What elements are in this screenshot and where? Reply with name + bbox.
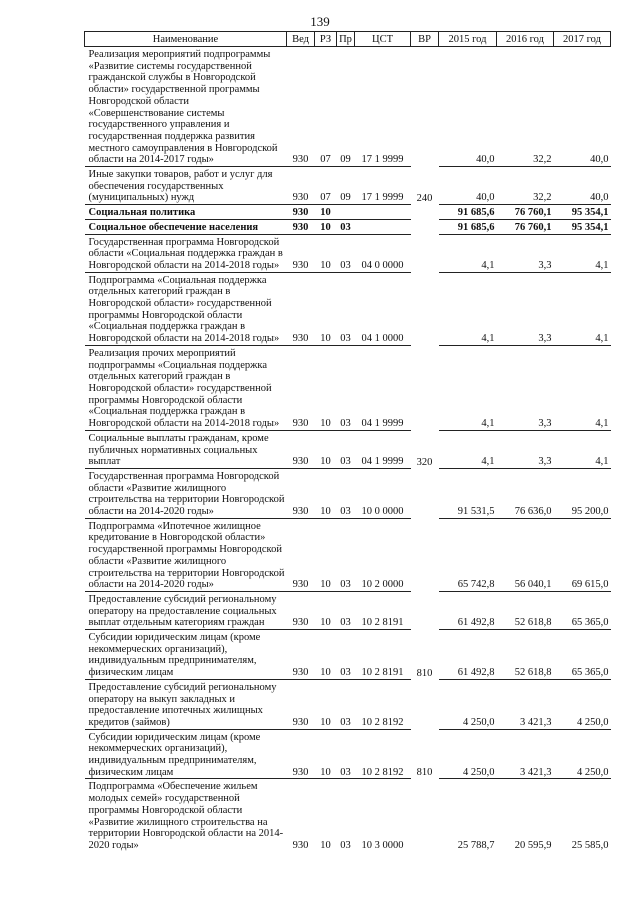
row-pr: 09 bbox=[340, 154, 351, 166]
table-row bbox=[85, 272, 611, 345]
row-ved: 930 bbox=[287, 518, 315, 591]
row-pr: 03 bbox=[337, 779, 355, 852]
row-pr: 03 bbox=[337, 729, 355, 779]
row-value-2015: 40,0 bbox=[476, 154, 495, 166]
row-ved: 930 bbox=[287, 345, 315, 430]
row-value-2015: 4 250,0 bbox=[439, 729, 497, 779]
row-value-2017: 69 615,0 bbox=[554, 518, 611, 591]
row-pr: 03 bbox=[337, 430, 355, 468]
row-value-2017: 65 365,0 bbox=[554, 630, 611, 680]
row-cst: 10 2 8191 bbox=[355, 630, 411, 680]
row-pr: 09 bbox=[337, 167, 355, 205]
row-rz: 10 bbox=[315, 518, 337, 591]
table-row bbox=[85, 47, 611, 167]
row-vr bbox=[411, 518, 439, 591]
table-row bbox=[85, 430, 611, 468]
row-value-2016: 76 760,1 bbox=[497, 205, 554, 220]
row-value-2016: 3,3 bbox=[497, 430, 554, 468]
row-name: Социальная политика bbox=[85, 205, 287, 220]
row-cst bbox=[355, 219, 411, 234]
row-ved: 930 bbox=[287, 219, 315, 234]
header-2015: 2015 год bbox=[439, 32, 497, 47]
row-value-2015: 25 788,7 bbox=[439, 779, 497, 852]
row-cst: 10 2 0000 bbox=[355, 518, 411, 591]
row-value-2016: 3,3 bbox=[497, 345, 554, 430]
table-row bbox=[85, 679, 611, 729]
row-cst: 10 0 0000 bbox=[355, 468, 411, 518]
row-ved: 930 bbox=[287, 234, 315, 272]
table-row bbox=[85, 345, 611, 430]
row-value-2017: 40,0 bbox=[590, 154, 609, 166]
row-name: Предоставление субсидий региональному оператору на выкуп закладных и предоставление ипотечных жилищных кредитов (займов) bbox=[85, 679, 287, 729]
row-vr bbox=[411, 345, 439, 430]
row-value-2016: 52 618,8 bbox=[497, 630, 554, 680]
row-value-2015: 61 492,8 bbox=[439, 591, 497, 629]
row-ved: 930 bbox=[287, 630, 315, 680]
table-row bbox=[85, 234, 611, 272]
row-value-2015: 4 250,0 bbox=[439, 679, 497, 729]
row-name: Социальное обеспечение населения bbox=[85, 219, 287, 234]
row-cst: 10 2 8192 bbox=[355, 729, 411, 779]
row-pr: 03 bbox=[337, 591, 355, 629]
table-row bbox=[85, 167, 611, 205]
row-pr: 03 bbox=[337, 219, 355, 234]
row-vr bbox=[411, 468, 439, 518]
row-vr bbox=[411, 47, 439, 167]
row-cst: 04 1 9999 bbox=[355, 345, 411, 430]
row-rz: 07 bbox=[320, 154, 331, 166]
header-ved: Вед bbox=[287, 32, 315, 47]
row-vr: 810 bbox=[416, 767, 433, 779]
table-row bbox=[85, 468, 611, 518]
row-rz: 10 bbox=[315, 679, 337, 729]
row-name: Социальные выплаты гражданам, кроме публичных нормативных социальных выплат bbox=[85, 430, 287, 468]
row-rz: 10 bbox=[315, 468, 337, 518]
row-name: Государственная программа Новгородской области «Развитие жилищного строительства на территории Новгородской области на 2014-2020 годы» bbox=[85, 468, 287, 518]
row-value-2015: 91 685,6 bbox=[439, 205, 497, 220]
row-value-2017: 95 200,0 bbox=[554, 468, 611, 518]
row-ved: 930 bbox=[287, 468, 315, 518]
row-value-2017: 4,1 bbox=[554, 272, 611, 345]
table-row bbox=[85, 779, 611, 852]
row-value-2015: 91 685,6 bbox=[439, 219, 497, 234]
row-ved: 930 bbox=[287, 779, 315, 852]
row-value-2015: 4,1 bbox=[439, 430, 497, 468]
row-cst: 17 1 9999 bbox=[361, 154, 404, 166]
row-value-2017: 4,1 bbox=[554, 345, 611, 430]
row-name: Реализация мероприятий подпрограммы «Развитие системы государственной гражданской службы в Новгородской области» государственной программы Новгородской области «Совершенствование системы государственного управления и государственная поддержка развития местного самоуправления в Новгородской области на 2014-2017 годы» bbox=[88, 49, 278, 166]
row-rz: 10 bbox=[315, 430, 337, 468]
table-row bbox=[85, 591, 611, 629]
page-number: 139 bbox=[310, 14, 330, 29]
row-vr bbox=[411, 219, 439, 234]
row-rz: 07 bbox=[315, 167, 337, 205]
row-value-2017: 95 354,1 bbox=[554, 219, 611, 234]
row-value-2016: 76 760,1 bbox=[497, 219, 554, 234]
row-vr bbox=[411, 779, 439, 852]
row-ved: 930 bbox=[287, 167, 315, 205]
row-vr: 810 bbox=[416, 667, 433, 679]
row-value-2017: 4,1 bbox=[554, 234, 611, 272]
row-rz: 10 bbox=[315, 205, 337, 220]
row-value-2016: 32,2 bbox=[533, 154, 552, 166]
row-name: Реализация прочих мероприятий подпрограммы «Социальная поддержка отдельных категорий граждан в Новгородской области» государственной программы Новгородской области «Социальная поддержка граждан в Новгородской области на 2014-2018 годы» bbox=[85, 345, 287, 430]
row-value-2016: 56 040,1 bbox=[497, 518, 554, 591]
row-name: Субсидии юридическим лицам (кроме некоммерческих организаций), индивидуальным предпринимателям, физическим лицам bbox=[85, 630, 287, 680]
row-ved: 930 bbox=[287, 272, 315, 345]
header-name: Наименование bbox=[85, 32, 287, 47]
row-ved: 930 bbox=[287, 679, 315, 729]
row-name: Подпрограмма «Ипотечное жилищное кредитование в Новгородской области» государственной программы Новгородской области «Развитие жилищного строительства на территории Новгородской области на 2014-2020 годы» bbox=[85, 518, 287, 591]
row-rz: 10 bbox=[315, 272, 337, 345]
row-vr bbox=[411, 679, 439, 729]
row-rz: 10 bbox=[315, 729, 337, 779]
row-value-2017: 4 250,0 bbox=[554, 679, 611, 729]
row-pr bbox=[337, 205, 355, 220]
header-2017: 2017 год bbox=[554, 32, 611, 47]
table-header-row bbox=[85, 32, 611, 47]
row-value-2016: 32,2 bbox=[497, 167, 554, 205]
row-rz: 10 bbox=[315, 779, 337, 852]
row-value-2015: 61 492,8 bbox=[439, 630, 497, 680]
row-vr bbox=[411, 272, 439, 345]
row-pr: 03 bbox=[337, 679, 355, 729]
row-value-2017: 4,1 bbox=[554, 430, 611, 468]
row-ved: 930 bbox=[287, 729, 315, 779]
row-value-2015: 91 531,5 bbox=[439, 468, 497, 518]
row-value-2015: 4,1 bbox=[439, 345, 497, 430]
row-pr: 03 bbox=[337, 630, 355, 680]
row-cst: 04 1 9999 bbox=[355, 430, 411, 468]
row-vr: 320 bbox=[416, 456, 433, 468]
row-cst: 10 2 8191 bbox=[355, 591, 411, 629]
budget-table bbox=[84, 31, 611, 852]
row-name: Предоставление субсидий региональному оператору на предоставление социальных выплат отдельным категориям граждан bbox=[85, 591, 287, 629]
row-rz: 10 bbox=[315, 630, 337, 680]
row-rz: 10 bbox=[315, 591, 337, 629]
table-row bbox=[85, 630, 611, 680]
row-rz: 10 bbox=[315, 219, 337, 234]
row-cst: 04 0 0000 bbox=[355, 234, 411, 272]
table-row bbox=[85, 219, 611, 234]
row-pr: 03 bbox=[337, 345, 355, 430]
row-cst: 04 1 0000 bbox=[355, 272, 411, 345]
row-value-2017: 95 354,1 bbox=[554, 205, 611, 220]
row-value-2017: 4 250,0 bbox=[554, 729, 611, 779]
row-ved: 930 bbox=[287, 430, 315, 468]
row-pr: 03 bbox=[337, 518, 355, 591]
row-cst bbox=[355, 205, 411, 220]
row-pr: 03 bbox=[337, 468, 355, 518]
row-cst: 10 2 8192 bbox=[355, 679, 411, 729]
row-name: Субсидии юридическим лицам (кроме некоммерческих организаций), индивидуальным предпринимателям, физическим лицам bbox=[85, 729, 287, 779]
row-value-2016: 3 421,3 bbox=[497, 729, 554, 779]
row-value-2015: 65 742,8 bbox=[439, 518, 497, 591]
row-value-2017: 25 585,0 bbox=[554, 779, 611, 852]
row-pr: 03 bbox=[337, 234, 355, 272]
row-value-2016: 20 595,9 bbox=[497, 779, 554, 852]
row-rz: 10 bbox=[315, 345, 337, 430]
row-rz: 10 bbox=[315, 234, 337, 272]
row-name: Подпрограмма «Обеспечение жильем молодых семей» государственной программы Новгородской области «Развитие жилищного строительства на территории Новгородской области на 2014-2020 годы» bbox=[85, 779, 287, 852]
row-value-2015: 40,0 bbox=[439, 167, 497, 205]
table-row bbox=[85, 729, 611, 779]
header-cst: ЦСТ bbox=[355, 32, 411, 47]
row-vr: 240 bbox=[416, 192, 433, 204]
header-rz: РЗ bbox=[315, 32, 337, 47]
row-name: Подпрограмма «Социальная поддержка отдельных категорий граждан в Новгородской области» государственной программы Новгородской области «Социальная поддержка граждан в Новгородской области на 2014-2018 годы» bbox=[85, 272, 287, 345]
row-value-2016: 3,3 bbox=[497, 234, 554, 272]
header-vr: ВР bbox=[411, 32, 439, 47]
row-value-2017: 40,0 bbox=[554, 167, 611, 205]
row-pr: 03 bbox=[337, 272, 355, 345]
header-pr: Пр bbox=[337, 32, 355, 47]
row-vr bbox=[411, 591, 439, 629]
row-value-2015: 4,1 bbox=[439, 272, 497, 345]
header-2016: 2016 год bbox=[497, 32, 554, 47]
table-row bbox=[85, 518, 611, 591]
row-ved: 930 bbox=[292, 154, 309, 166]
table-row bbox=[85, 205, 611, 220]
row-ved: 930 bbox=[287, 205, 315, 220]
row-name: Государственная программа Новгородской области «Социальная поддержка граждан в Новгородской области на 2014-2018 годы» bbox=[85, 234, 287, 272]
row-value-2016: 52 618,8 bbox=[497, 591, 554, 629]
row-value-2016: 3,3 bbox=[497, 272, 554, 345]
row-vr bbox=[411, 205, 439, 220]
row-name: Иные закупки товаров, работ и услуг для обеспечения государственных (муниципальных) нужд bbox=[85, 167, 287, 205]
row-ved: 930 bbox=[287, 591, 315, 629]
row-value-2016: 3 421,3 bbox=[497, 679, 554, 729]
row-vr bbox=[411, 234, 439, 272]
row-cst: 17 1 9999 bbox=[355, 167, 411, 205]
row-value-2015: 4,1 bbox=[439, 234, 497, 272]
row-cst: 10 3 0000 bbox=[355, 779, 411, 852]
row-value-2017: 65 365,0 bbox=[554, 591, 611, 629]
row-value-2016: 76 636,0 bbox=[497, 468, 554, 518]
